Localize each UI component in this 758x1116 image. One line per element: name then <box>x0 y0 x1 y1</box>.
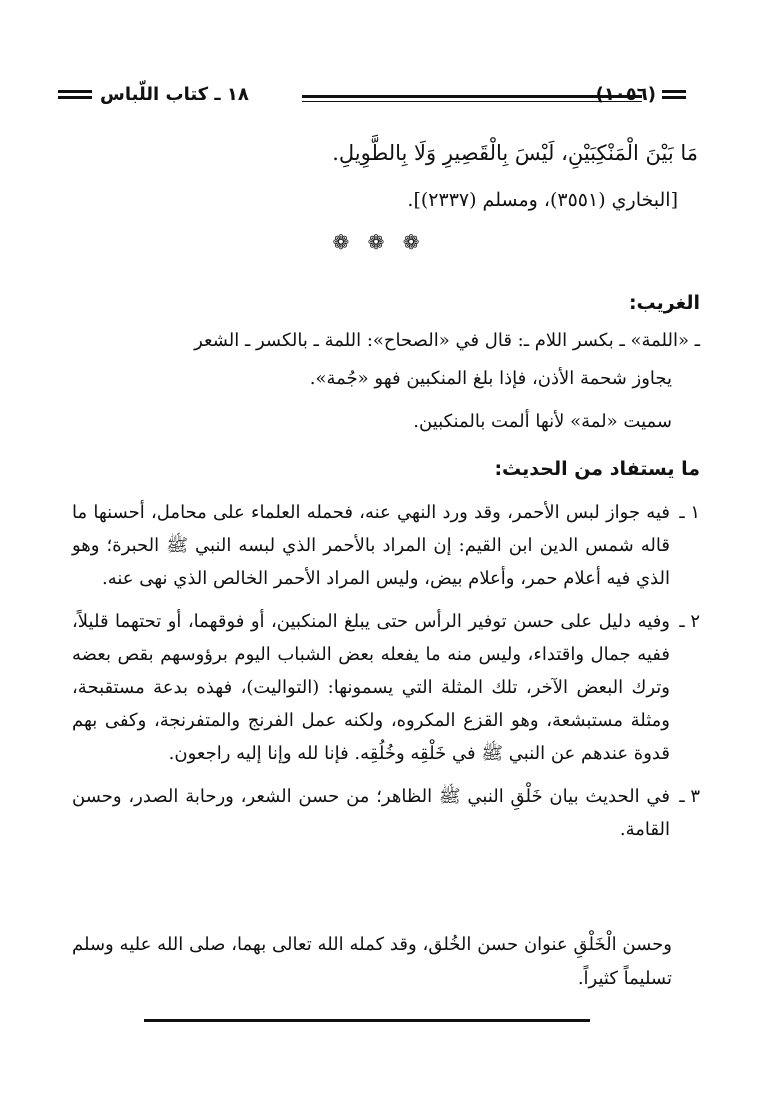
footer-rule <box>144 1019 590 1022</box>
gharib-definition <box>80 322 700 398</box>
gharib-line-1: ـ «اللمة» ـ بكسر اللام ـ: قال في «الصحاح»: اللمة ـ بالكسر ـ الشعر <box>194 330 700 351</box>
gharib-heading: الغريب: <box>628 292 700 314</box>
benefit-text: وفيه دليل على حسن توفير الرأس حتى يبلغ المنكبين، أو فوقهما، أو تحتهما قليلاً، ففيه جمال واقتداء، وليس منه ما يفعله بعض الشباب اليوم برؤوسهم بقص بعضه وترك البعض الآخر، تلك المثلة التي يسمونها: (التواليت)، فهذه بدعة مستقبحة، ومثلة مستبشعة، وهو القزع المكروه، ولكنه عمل الفرنج والمتفرنجة، وكفى بهم قدوة عندهم عن النبي ﷺ في خَلْقِه وخُلُقِه. فإنا لله وإنا إليه راجعون. <box>72 611 670 764</box>
page-number: (١٠٥٦) <box>595 84 656 105</box>
benefits-list <box>72 496 700 856</box>
section-separator: ❁ ❁ ❁ <box>332 230 426 254</box>
page-header <box>58 84 686 120</box>
closing-paragraph: وحسن الْخَلْقِ عنوان حسن الخُلق، وقد كمله الله تعالى بهما، صلى الله عليه وسلم تسليماً كثيراً. <box>72 934 672 989</box>
benefit-text: في الحديث بيان خَلْقِ النبي ﷺ الظاهر؛ من حسن الشعر، ورحابة الصدر، وحسن القامة. <box>72 786 670 840</box>
header-page-group <box>596 84 686 105</box>
gharib-note: سميت «لمة» لأنها ألمت بالمنكبين. <box>413 411 672 432</box>
benefit-item <box>72 605 700 770</box>
hadith-reference: [البخاري (٣٥٥١)، ومسلم (٢٣٣٧)]. <box>407 189 678 211</box>
hadith-text: مَا بَيْنَ الْمَنْكِبَيْنِ، لَيْسَ بِالْقَصِيرِ وَلَا بِالطَّوِيلِ. <box>332 141 698 165</box>
header-ornament-right <box>662 87 686 102</box>
gharib-line-2: يجاوز شحمة الأذن، فإذا بلغ المنكبين فهو «جُمة». <box>309 368 672 389</box>
header-chapter-group <box>58 84 249 105</box>
benefits-heading: ما يستفاد من الحديث: <box>494 458 700 480</box>
benefit-item <box>72 496 700 595</box>
chapter-title: ١٨ ـ كتاب اللّباس <box>100 84 249 105</box>
header-ornament-left <box>58 87 92 102</box>
header-rule <box>302 95 642 105</box>
benefit-text: فيه جواز لبس الأحمر، وقد ورد النهي عنه، فحمله العلماء على محامل، أحسنها ما قاله شمس الدين ابن القيم: إن المراد بالأحمر الذي لبسه النبي ﷺ الحبرة؛ وهو الذي فيه أعلام حمر، وأعلام بيض، وليس المراد الأحمر الخالص الذي نهى عنه. <box>72 502 670 589</box>
benefit-number: ٢ ـ <box>679 611 700 632</box>
benefit-number: ١ ـ <box>679 502 700 523</box>
benefit-item <box>72 780 700 846</box>
benefit-number: ٣ ـ <box>679 786 700 807</box>
